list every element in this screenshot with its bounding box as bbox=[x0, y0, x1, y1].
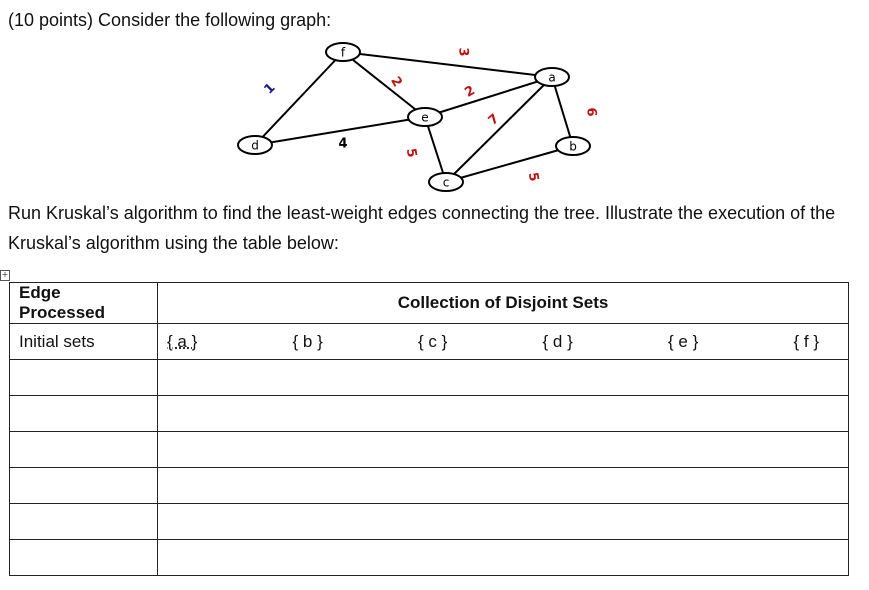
edge-f-a bbox=[343, 52, 552, 77]
set-a: { a } bbox=[167, 331, 198, 351]
node-label-e: e bbox=[421, 110, 429, 125]
node-f bbox=[326, 43, 360, 61]
node-label-f: f bbox=[340, 45, 346, 60]
node-d bbox=[238, 136, 272, 154]
edge-cell[interactable] bbox=[10, 360, 158, 396]
edge-d-f bbox=[255, 52, 343, 145]
set-c: { c } bbox=[417, 331, 448, 351]
edge-weight-e-a: 2 bbox=[462, 83, 478, 101]
edge-cell[interactable] bbox=[10, 540, 158, 576]
table-row bbox=[10, 396, 849, 432]
header-disjoint-sets: Collection of Disjoint Sets bbox=[158, 283, 849, 324]
edge-weight-f-e: 2 bbox=[387, 74, 405, 90]
sets-cell[interactable] bbox=[158, 396, 849, 432]
graph-diagram bbox=[0, 0, 869, 200]
instructions-text: Run Kruskal’s algorithm to find the least-weight edges connecting the tree. Illustrate the execution of the Kruskal’s algorithm using the table below: bbox=[8, 203, 836, 253]
header-edge-processed: Edge Processed bbox=[10, 283, 158, 324]
table-row bbox=[10, 360, 849, 396]
initial-sets-label: Initial sets bbox=[10, 324, 158, 360]
sets-cell[interactable] bbox=[158, 360, 849, 396]
node-e bbox=[408, 108, 442, 126]
initial-sets-cell[interactable] bbox=[158, 324, 849, 360]
sets-cell[interactable] bbox=[158, 432, 849, 468]
edge-weight-c-b: 5 bbox=[524, 171, 542, 183]
edge-weight-d-e: 4 bbox=[338, 136, 348, 152]
node-a bbox=[535, 68, 569, 86]
edge-weight-f-a: 3 bbox=[455, 47, 471, 57]
question-title: (10 points) Consider the following graph: bbox=[8, 10, 332, 30]
move-handle-icon[interactable]: + bbox=[1, 270, 9, 279]
sets-cell[interactable] bbox=[158, 504, 849, 540]
sets-cell[interactable] bbox=[158, 468, 849, 504]
edge-cell[interactable] bbox=[10, 504, 158, 540]
set-d: { d } bbox=[542, 331, 573, 351]
set-e: { e } bbox=[667, 331, 699, 351]
set-f: { f } bbox=[793, 331, 819, 351]
table-row bbox=[10, 432, 849, 468]
table-row bbox=[10, 540, 849, 576]
edge-f-e bbox=[343, 52, 425, 117]
node-label-c: c bbox=[442, 175, 450, 190]
kruskal-table bbox=[9, 282, 849, 576]
node-b bbox=[556, 137, 590, 155]
set-b: { b } bbox=[292, 331, 323, 351]
sets-cell[interactable] bbox=[158, 540, 849, 576]
node-label-a: a bbox=[548, 70, 556, 85]
edge-weight-a-b: 6 bbox=[583, 107, 599, 117]
edge-a-b bbox=[552, 77, 573, 146]
table-row bbox=[10, 504, 849, 540]
edge-weight-c-a: 7 bbox=[485, 111, 503, 129]
edge-weight-d-f: 1 bbox=[261, 80, 279, 98]
table-row-initial bbox=[10, 324, 849, 360]
table-header-row bbox=[10, 283, 849, 324]
node-label-b: b bbox=[569, 139, 577, 154]
edge-weight-e-c: 5 bbox=[402, 147, 420, 159]
table-row bbox=[10, 468, 849, 504]
edge-cell[interactable] bbox=[10, 432, 158, 468]
node-c bbox=[429, 173, 463, 191]
edge-cell[interactable] bbox=[10, 396, 158, 432]
edge-cell[interactable] bbox=[10, 468, 158, 504]
node-label-d: d bbox=[251, 138, 259, 153]
